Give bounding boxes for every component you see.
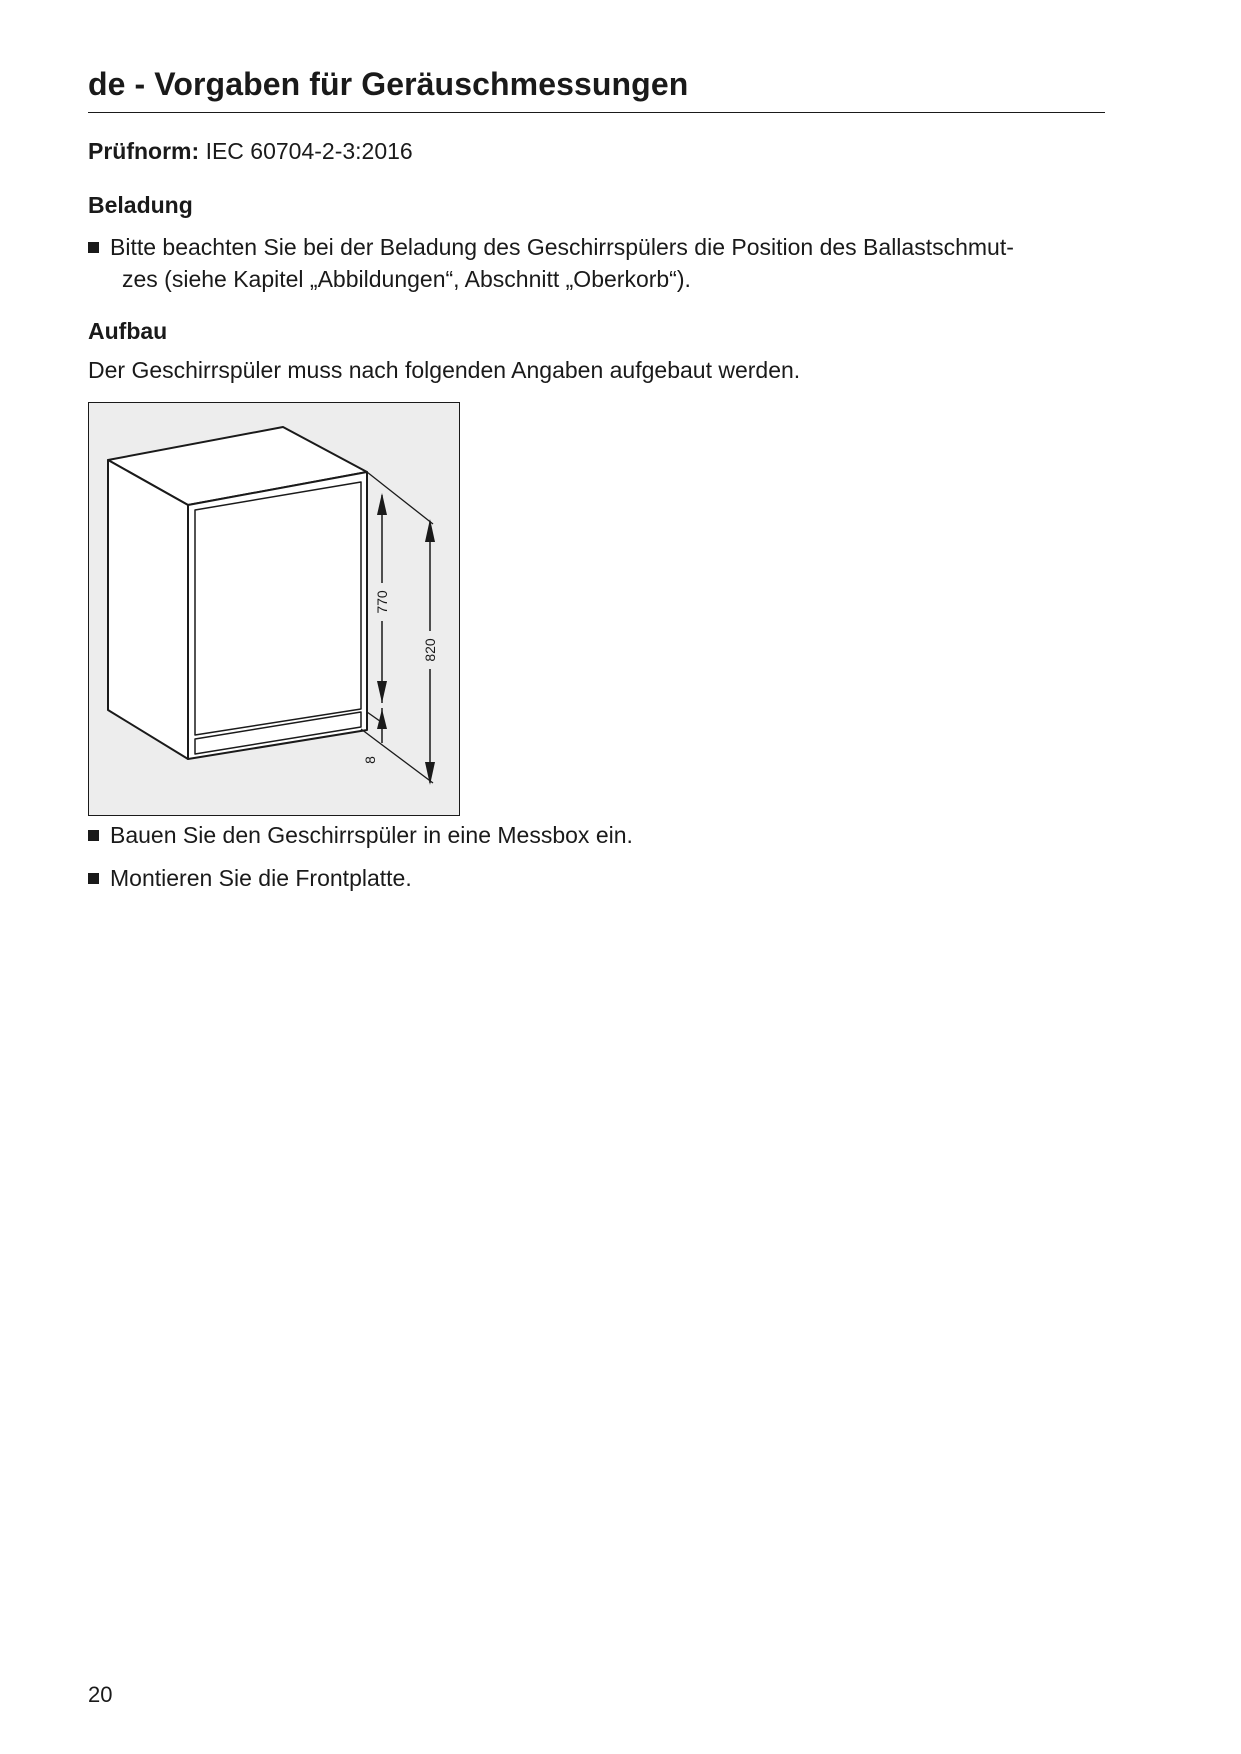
dim-8-arrow: [377, 709, 387, 729]
test-standard-value: IEC 60704-2-3:2016: [205, 138, 413, 164]
loading-bullet-line2: zes (siehe Kapitel „Abbildungen“, Abschnitt „Oberkorb“).: [122, 266, 691, 292]
bullet-square-icon: [88, 830, 99, 841]
loading-heading: Beladung: [88, 192, 193, 218]
test-standard: [88, 138, 413, 165]
dim-820-arrow-top: [425, 519, 435, 542]
dim-820-label: 820: [422, 638, 438, 662]
page-title: de - Vorgaben für Geräuschmessungen: [88, 66, 689, 102]
setup-step-1: [88, 819, 1110, 851]
dishwasher-dimension-figure: [88, 402, 460, 816]
bullet-square-icon: [88, 242, 99, 253]
setup-step-1-text: Bauen Sie den Geschirrspüler in eine Messbox ein.: [110, 822, 633, 848]
setup-intro: Der Geschirrspüler muss nach folgenden Angaben aufgebaut werden.: [88, 357, 801, 383]
door-panel: [195, 482, 361, 735]
loading-bullet: [88, 231, 1110, 295]
setup-step-2-text: Montieren Sie die Frontplatte.: [110, 865, 412, 891]
page-number: 20: [88, 1682, 113, 1707]
cabinet-side: [108, 460, 188, 759]
dim-770-arrow-bottom: [377, 681, 387, 703]
loading-bullet-line1: Bitte beachten Sie bei der Beladung des Geschirrspülers die Position des Ballastschmut-: [110, 234, 1014, 260]
dim-770-label: 770: [374, 590, 390, 614]
setup-step-2: [88, 862, 1110, 894]
dim-8-label: 8: [362, 756, 378, 764]
dim-770-arrow-top: [377, 493, 387, 515]
bullet-square-icon: [88, 873, 99, 884]
setup-heading: Aufbau: [88, 318, 168, 344]
dim-820-arrow-bottom: [425, 762, 435, 785]
title-divider: [88, 112, 1105, 113]
test-standard-label: Prüfnorm:: [88, 138, 200, 164]
